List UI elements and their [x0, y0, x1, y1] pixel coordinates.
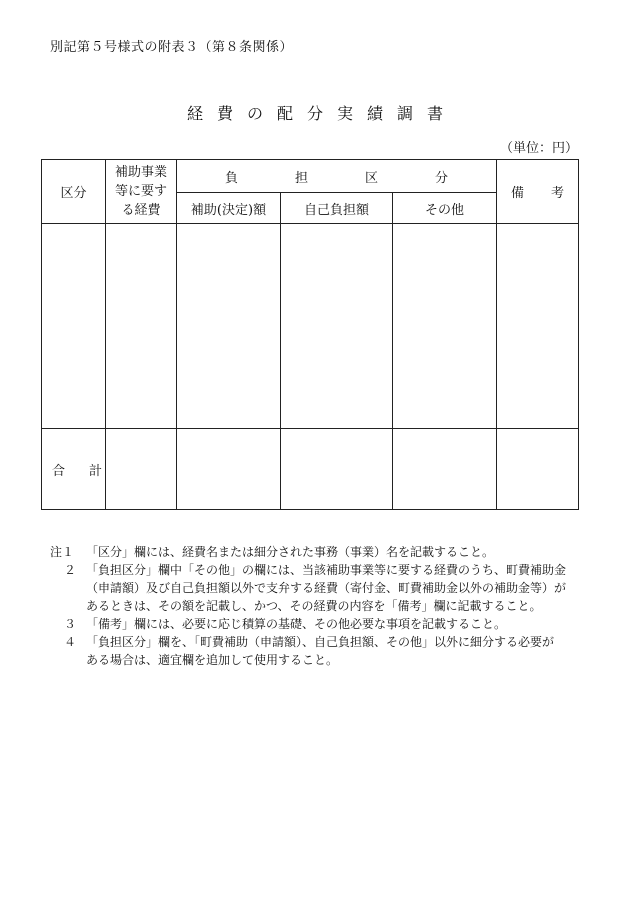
note-line: 「負担区分」欄中「その他」の欄には、当該補助事業等に要する経費のうち、町費補助金 — [86, 563, 567, 577]
header-subsidy-amount: 補助(決定)額 — [177, 193, 281, 224]
note-item — [50, 543, 590, 561]
note-item — [50, 561, 590, 615]
header-burden-category — [177, 160, 497, 193]
header-burden-char-1: 負 — [225, 170, 239, 186]
cell-remarks — [497, 224, 579, 429]
note-item — [50, 633, 590, 669]
note-item — [50, 615, 590, 633]
table-row — [42, 224, 579, 429]
notes-section — [50, 543, 590, 669]
total-remarks — [497, 429, 579, 510]
header-burden-char-4: 分 — [434, 170, 448, 186]
note-number: ２ — [63, 563, 76, 577]
note-number: ４ — [63, 635, 76, 649]
header-remarks-char-1: 備 — [511, 186, 525, 201]
header-required-line-1: 補助事業 — [114, 165, 167, 180]
total-char-2: 計 — [89, 463, 103, 479]
note-line: （申請額）及び自己負担額以外で支弁する経費（寄付金、町費補助金以外の補助金等）が — [86, 581, 567, 595]
note-number: ３ — [63, 617, 76, 631]
header-remarks-char-2: 考 — [550, 186, 564, 201]
cell-subsidy-amount — [177, 224, 281, 429]
cell-other — [393, 224, 497, 429]
cell-category — [42, 224, 106, 429]
header-required-line-3: る経費 — [121, 203, 161, 218]
header-burden-char-3: 区 — [364, 170, 378, 186]
total-subsidy-amount — [177, 429, 281, 510]
form-reference: 別記第５号様式の附表３（第８条関係） — [50, 40, 294, 55]
cell-required-expense — [106, 224, 177, 429]
unit-label: （単位：円） — [499, 141, 578, 156]
page-title: 経費の配分実績調書 — [186, 104, 457, 123]
total-row — [42, 429, 579, 510]
header-remarks — [497, 160, 579, 224]
header-required-line-2: 等に要す — [114, 184, 167, 199]
note-line: 「備考」欄には、必要に応じ積算の基礎、その他必要な事項を記載すること。 — [86, 617, 507, 631]
header-self-burden: 自己負担額 — [281, 193, 393, 224]
note-line: あるときは、その額を記載し、かつ、その経費の内容を「備考」欄に記載すること。 — [86, 599, 542, 613]
header-other: その他 — [393, 193, 497, 224]
total-label — [42, 429, 106, 510]
note-number: 注１ — [50, 545, 75, 559]
header-burden-char-2: 担 — [294, 170, 308, 186]
expense-table — [41, 159, 579, 510]
total-self-burden — [281, 429, 393, 510]
note-line: 「区分」欄には、経費名または細分された事務（事業）名を記載すること。 — [86, 545, 495, 559]
total-char-1: 合 — [52, 463, 90, 479]
total-other — [393, 429, 497, 510]
note-line: 「負担区分」欄を、「町費補助（申請額）、自己負担額、その他」以外に細分する必要が — [86, 635, 555, 649]
total-required-expense — [106, 429, 177, 510]
header-required-expense — [106, 160, 177, 224]
header-category: 区分 — [42, 160, 106, 224]
note-line: ある場合は、適宜欄を追加して使用すること。 — [86, 653, 339, 667]
cell-self-burden — [281, 224, 393, 429]
